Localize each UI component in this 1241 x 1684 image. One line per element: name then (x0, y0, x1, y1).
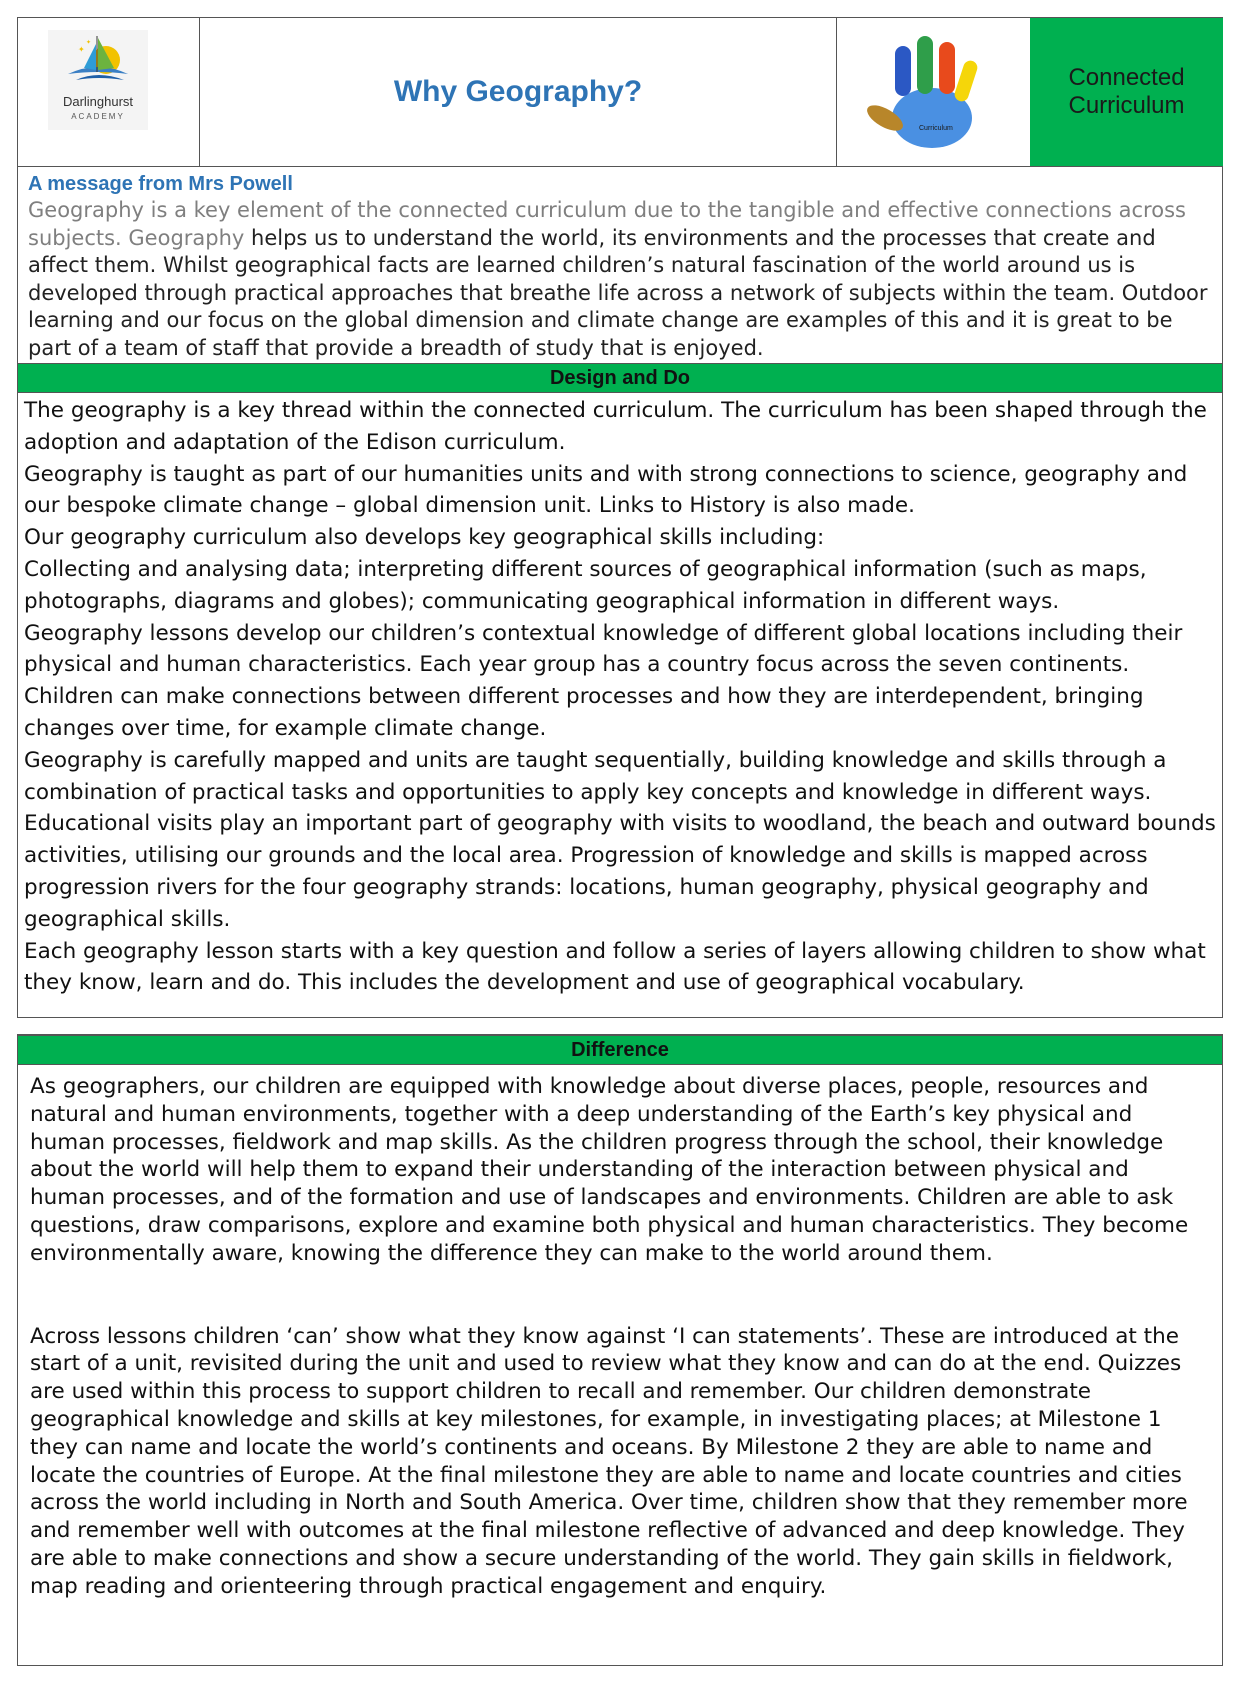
connected-curriculum-badge (1030, 18, 1223, 166)
design-and-do-body (18, 393, 1222, 999)
hand-cell (837, 18, 1030, 166)
design-paragraph: Geography is taught as part of our humanities units and with strong connections to science, geography and our bespoke climate change – global dimension unit. Links to History is also made. (24, 461, 1188, 519)
difference-body (18, 1065, 1222, 1601)
connected-curriculum-label: Connected Curriculum (1068, 64, 1185, 119)
design-paragraph: Geography lessons develop our children’s contextual knowledge of different global locations including their physical and human characteristics. Each year group has a country focus across the seven continents. Children can make connections between different processes and how they are interdependent, bringing changes over time, for example climate change. (24, 620, 1183, 741)
message-body-main: helps us to understand the world, its environments and the processes that create and affect them. Whilst geographical facts are learned children’s natural fascination of the world around us is developed through practical approaches that breathe life across a network of subjects within the team. Outdoor learning and our focus on the global dimension and climate change are examples of this and it is great to be part of a team of staff that provide a breadth of study that is enjoyed. (28, 225, 1208, 360)
connected-curriculum-hand-icon (837, 18, 1030, 166)
design-paragraph: Collecting and analysing data; interpreting different sources of geographical information (such as maps, photographs, diagrams and globes); communicating geographical information in different ways. (24, 556, 1147, 614)
message-section (18, 166, 1222, 363)
paragraph-gap (30, 1268, 1210, 1323)
design-paragraph: Each geography lesson starts with a key question and follow a series of layers allowing children to show what they know, learn and do. This includes the development and use of geographical vocabulary. (24, 938, 1206, 996)
logo-name: Darlinghurst (62, 94, 134, 109)
academy-logo (48, 30, 148, 130)
design-and-do-heading: Design and Do (18, 363, 1222, 393)
design-paragraph: Geography is carefully mapped and units are taught sequentially, building knowledge and skills through a combination of practical tasks and opportunities to apply key concepts and knowledge in different ways. (24, 747, 1167, 805)
difference-section (17, 1034, 1223, 1666)
logo-cell (18, 18, 200, 166)
difference-paragraph-1: As geographers, our children are equipped with knowledge about diverse places, people, resources and natural and human environments, together with a deep understanding of the Earth’s key physical and human processes, fieldwork and map skills. As the children progress through the school, their knowledge about the world will help them to expand their understanding of the interaction between physical and human processes, and of the formation and use of landscapes and environments. Children are able to ask questions, draw comparisons, explore and examine both physical and human characteristics. They become environmentally aware, knowing the difference they can make to the world around them. (30, 1074, 1189, 1266)
message-body-intro: Geography is a key element of the connected curriculum due to the tangible and effective connections across subjects. Geography (28, 198, 1186, 250)
page-title: Why Geography? (393, 75, 643, 108)
message-body (28, 197, 1212, 362)
hand-label: Curriculum (919, 125, 953, 132)
sailboat-logo-icon (48, 30, 148, 94)
title-cell (200, 18, 837, 166)
top-section (17, 17, 1223, 1018)
svg-text:✦: ✦ (78, 45, 85, 54)
design-paragraph: Our geography curriculum also develops key geographical skills including: (24, 525, 825, 551)
logo-subtitle: ACADEMY (71, 112, 125, 121)
message-title: A message from Mrs Powell (28, 173, 293, 195)
difference-paragraph-2: Across lessons children ‘can’ show what they know against ‘I can statements’. These are introduced at the start of a unit, revisited during the unit and used to review what they know and can do at the end. Quizzes are used within this process to support children to recall and remember. Our children demonstrate geographical knowledge and skills at key milestones, for example, in investigating places; at Milestone 1 they can name and locate the world’s continents and oceans. By Milestone 2 they are able to name and locate the countries of Europe. At the final milestone they are able to name and locate countries and cities across the world including in North and South America. Over time, children show that they remember more and remember well with outcomes at the final milestone reflective of advanced and deep knowledge. They are able to make connections and show a secure understanding of the world. They gain skills in fieldwork, map reading and orienteering through practical engagement and enquiry. (30, 1323, 1188, 1599)
design-paragraph: The geography is a key thread within the connected curriculum. The curriculum has been shaped through the adoption and adaptation of the Edison curriculum. (24, 398, 1207, 455)
difference-heading: Difference (18, 1035, 1222, 1065)
svg-text:✦: ✦ (86, 39, 92, 46)
design-paragraph: Educational visits play an important part of geography with visits to woodland, the beach and outward bounds activities, utilising our grounds and the local area. Progression of knowledge and skills is mapped across progression rivers for the four geography strands: locations, human geography, physical geography and geographical skills. (24, 811, 1216, 932)
